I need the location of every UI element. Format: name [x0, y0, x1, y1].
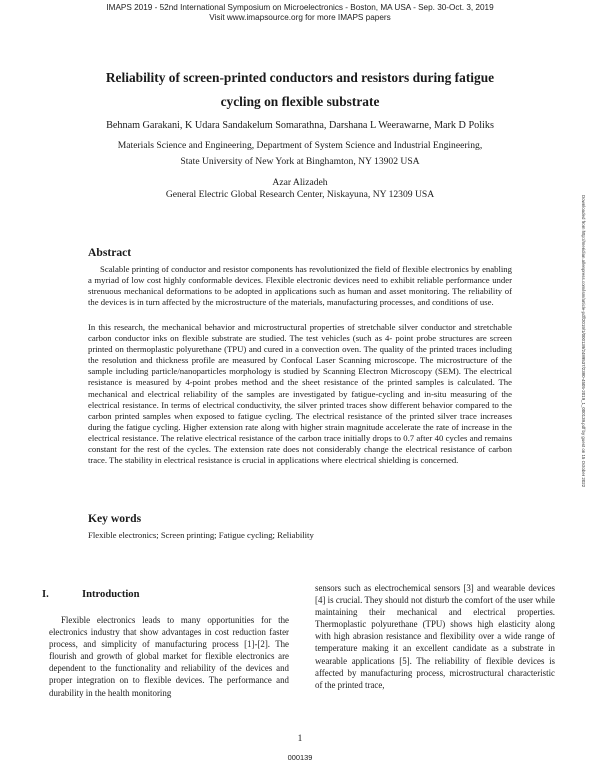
section-number: I.: [42, 589, 49, 600]
paper-title-line-2: cycling on flexible substrate: [220, 94, 380, 109]
second-author-name: Azar Alizadeh: [272, 177, 328, 188]
abstract-heading: Abstract: [88, 246, 132, 259]
download-watermark-text: Downloaded from http://meridian.allenpress.com/ism/article-pdf/2019/1/000139/2489537/2380-4505-2019_1_000139.pdf by guest on 15 October 2022: [581, 195, 586, 488]
keywords-text: Flexible electronics; Screen printing; Fatigue cycling; Reliability: [88, 530, 314, 540]
introduction-right-column: sensors such as electrochemical sensors [3] and wearable devices [4] is crucial. They should not disturb the comfort of the user while maintaining their mechanical and electrical properties. Thermoplastic polyurethane (TPU) shows high elasticity along with high abrasion resistance and flexibility over a wide range of temperature making it an excellent candidate as a substrate in wearable applications [5]. The reliability of flexible devices is affected by manufacturing process, microstructural characteristic of the printed trace,: [315, 583, 555, 690]
page-number: 1: [297, 734, 303, 744]
keywords-heading: Key words: [88, 512, 142, 525]
paper-title-line-1: Reliability of screen-printed conductors and resistors during fatigue: [105, 70, 495, 85]
conference-header: IMAPS 2019 - 52nd International Symposium on Microelectronics - Boston, MA USA - Sep. 30-Oct. 3, 2019: [106, 3, 494, 12]
conference-website-note: Visit www.imapsource.org for more IMAPS papers: [209, 13, 391, 22]
introduction-left-column: Flexible electronics leads to many opportunities for the electronics industry that show advantages in cost reduction faster process, and simplicity of manufacturing process [1]-[2]. The flourish and growth of global market for flexible electronics are dependent to the functionality and reliability of the devices and proper integration on to flexible devices. The performance and durability in the health monitoring: [49, 615, 289, 698]
author-list: Behnam Garakani, K Udara Sandakelum Somarathna, Darshana L Weerawarne, Mark D Poliks: [106, 120, 494, 131]
affiliation-1-line-1: Materials Science and Engineering, Department of System Science and Industrial Engineering,: [117, 140, 483, 151]
page-code: 000139: [287, 753, 313, 762]
abstract-paragraph-1: Scalable printing of conductor and resistor components has revolutionized the field of flexible electronics by enabling a myriad of low cost highly conformable devices. Flexible electronic devices need to exhibit reliable performance under strenuous mechanical deformations to be adopted in applications such as human and asset monitoring. The reliability of the devices is in turn affected by the microstructure of the materials, manufacturing processes, and conditions of use.: [88, 264, 512, 308]
download-watermark: [578, 195, 588, 625]
affiliation-1-line-2: State University of New York at Binghamton, NY 13902 USA: [180, 156, 420, 167]
abstract-paragraph-2: In this research, the mechanical behavior and microstructural properties of stretchable silver conductor and stretchable carbon conductor inks on flexible substrate are studied. The test vehicles (such as 4- point probe structures are screen printed on thermoplastic polyurethane (TPU) and cured in a convection oven. The quality of the printed traces including the resolution and thickness profile are measured by Confocal Laser Scanning microscope. The microstructure of the sample including particle/nanoparticles morphology is studied by Scanning Electron Microscopy (SEM). The electrical resistance is measured by 4-point probes method and the sheet resistance of the printed samples is calculated. The mechanical and electrical reliability of the samples are investigated by fatigue-cycling and in-situ measuring of the electrical resistance. In terms of electrical conductivity, the silver printed traces show different behavior compared to the carbon printed samples when exposed to fatigue cycling. The electrical resistance of the printed silver trace increases during the fatigue cycling. Higher extension rate along with higher strain magnitude accelerate the rate of increase in the electrical resistance. The relative electrical resistance of the carbon trace initially drops to 0.7 after 40 cycles and remains constant for the rest of the cycles. The extension rate does not considerably change the electrical resistance of carbon trace. The stability in electrical resistance is crucial in applications where electrical shielding is concerned.: [88, 322, 512, 466]
affiliation-2: General Electric Global Research Center, Niskayuna, NY 12309 USA: [165, 189, 435, 200]
section-title-introduction: Introduction: [82, 589, 140, 600]
